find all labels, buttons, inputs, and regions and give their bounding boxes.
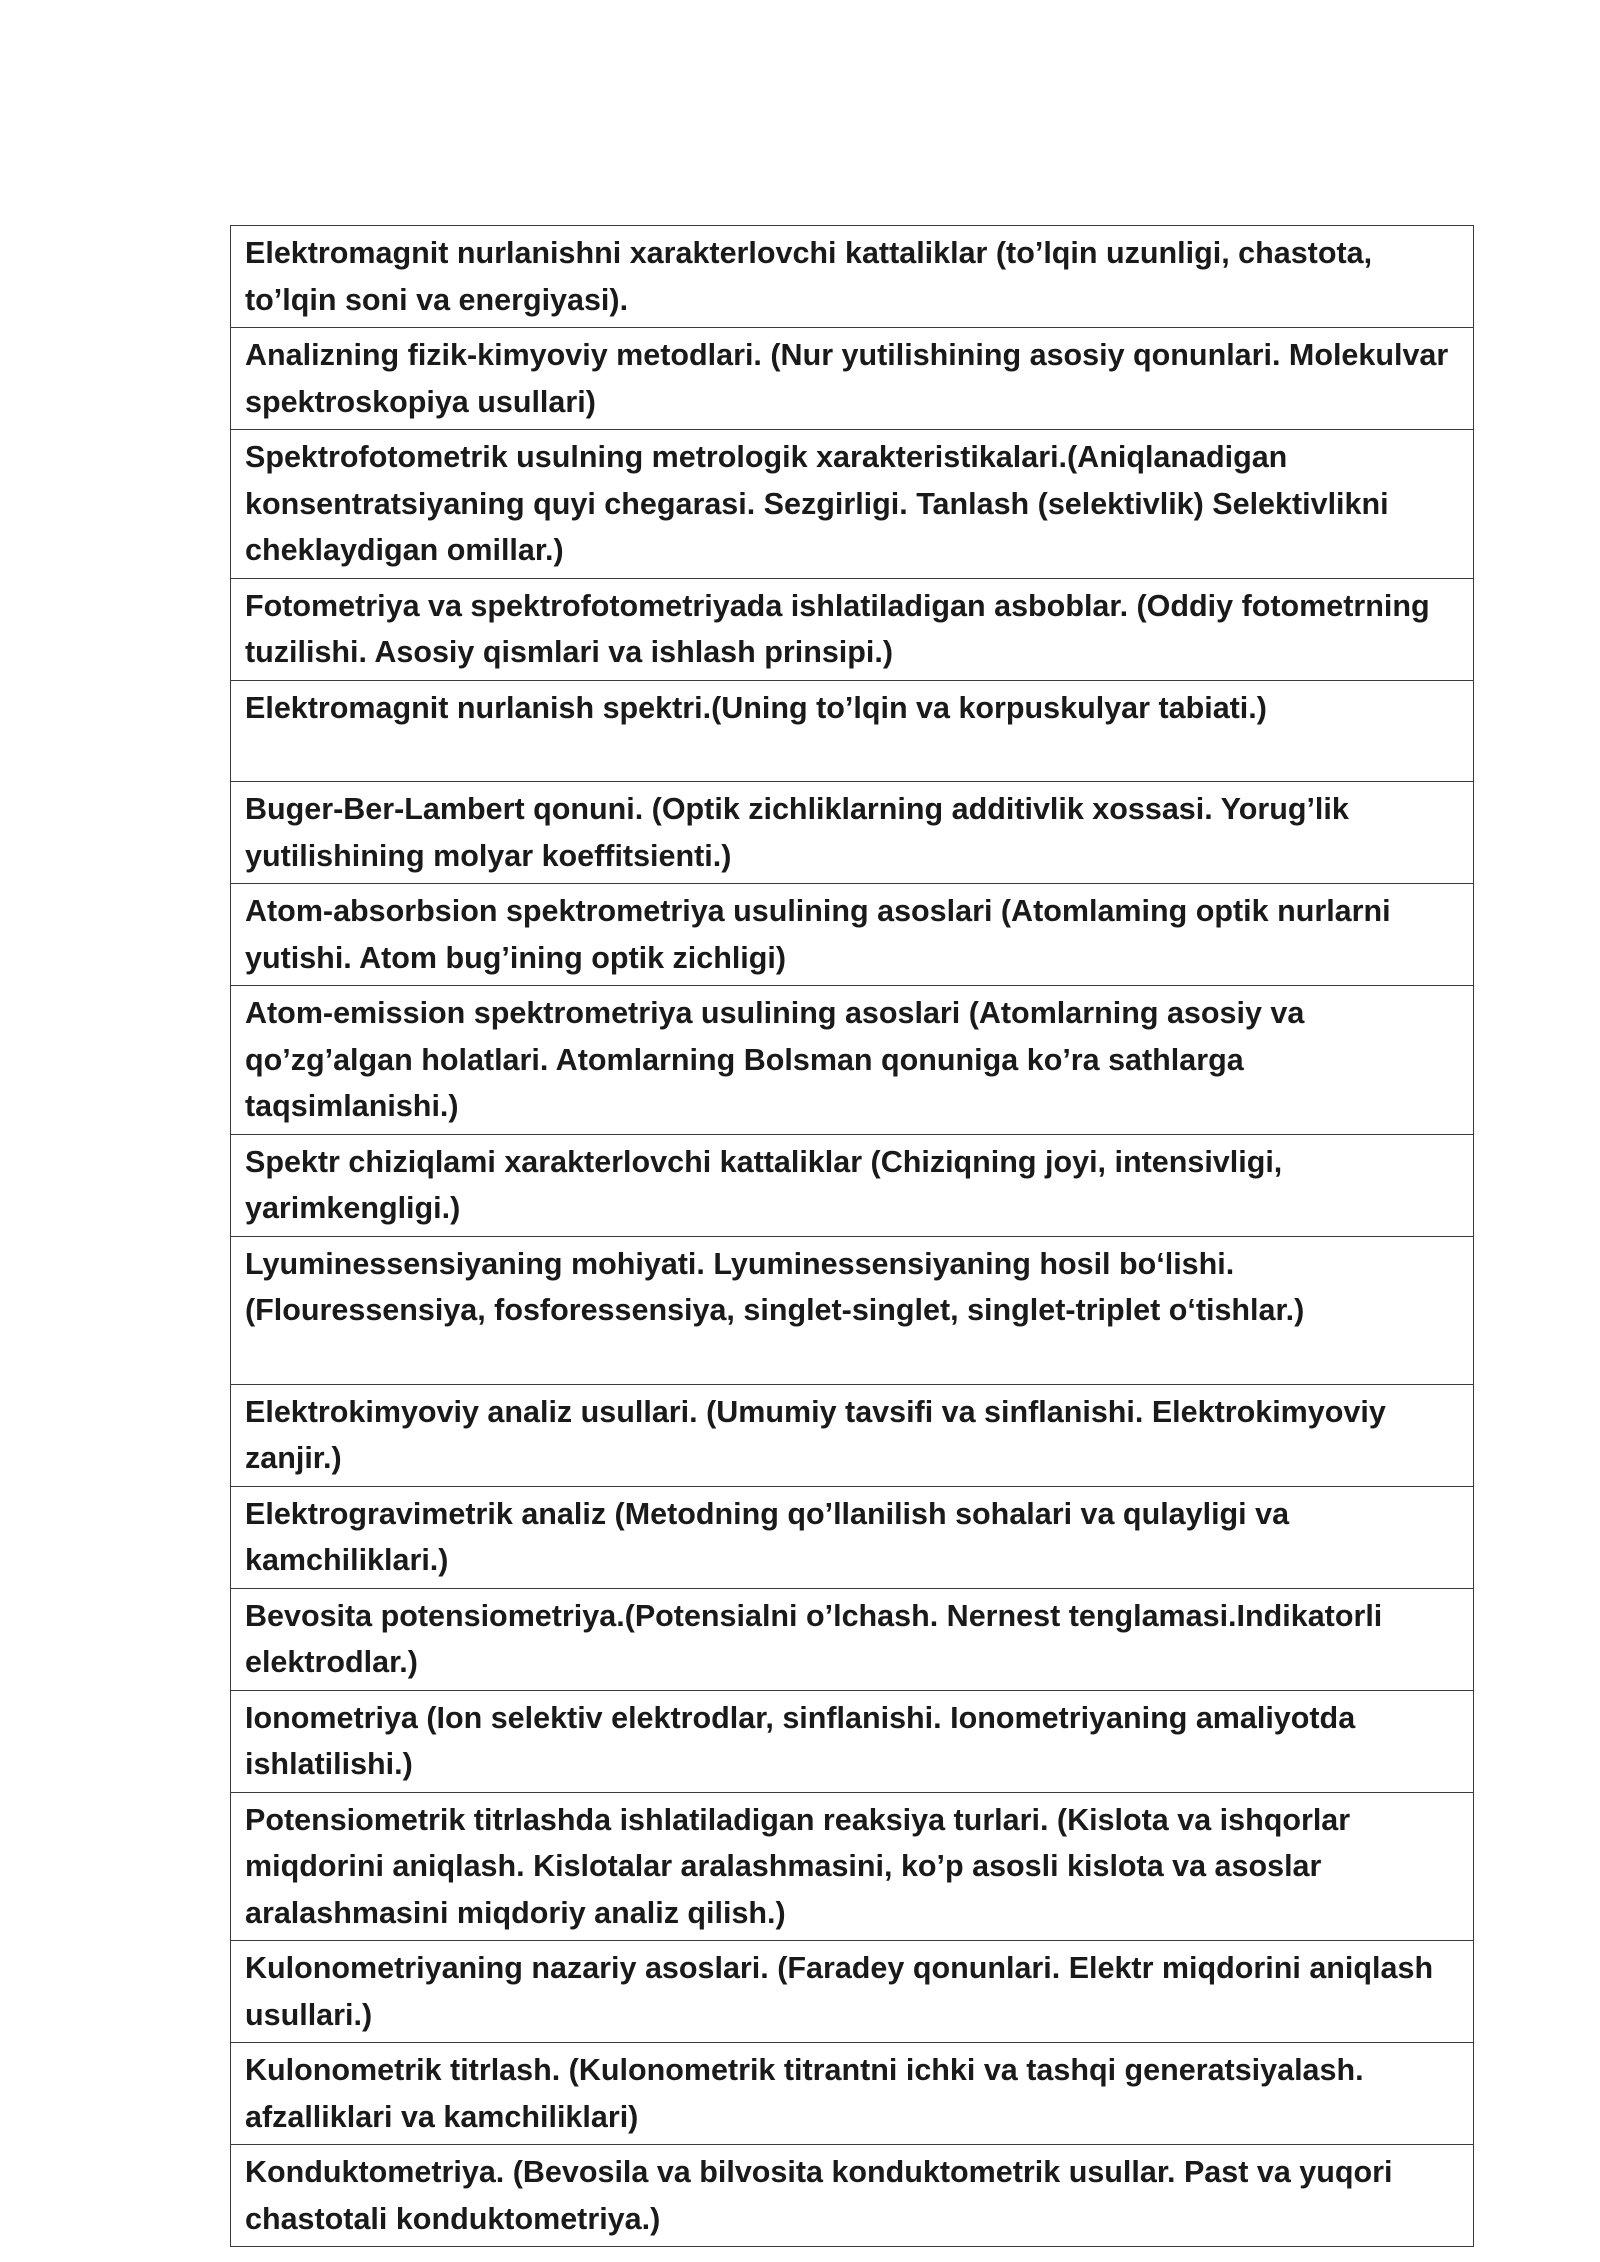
topic-cell: Atom-emission spektrometriya usulining asoslari (Atomlarning asosiy va qo’zg’algan holatlari. Atomlarning Bolsman qonuniga ko’ra sathlarga taqsimlanishi.) xyxy=(231,986,1474,1135)
topic-cell: Kulonometrik titrlash. (Kulonometrik titrantni ichki va tashqi generatsiyalash. afzalliklari va kamchiliklari) xyxy=(231,2043,1474,2145)
table-row xyxy=(231,1690,1474,1792)
topic-cell: Elektromagnit nurlanish spektri.(Uning to’lqin va korpuskulyar tabiati.) xyxy=(231,680,1474,782)
topic-cell: Konduktometriya. (Bevosila va bilvosita konduktometrik usullar. Past va yuqori chastotali konduktometriya.) xyxy=(231,2145,1474,2247)
table-row xyxy=(231,1941,1474,2043)
topic-cell: Elektrogravimetrik analiz (Metodning qo’llanilish sohalari va qulayligi va kamchiliklari.) xyxy=(231,1486,1474,1588)
topics-table xyxy=(230,225,1474,2247)
table-row xyxy=(231,1236,1474,1384)
topic-cell: Elektromagnit nurlanishni xarakterlovchi kattaliklar (to’lqin uzunligi, chastota, to’lqin soni va energiyasi). xyxy=(231,226,1474,328)
topic-cell: Buger-Ber-Lambert qonuni. (Optik zichliklarning additivlik xossasi. Yorug’lik yutilishining molyar koeffitsienti.) xyxy=(231,782,1474,884)
table-row xyxy=(231,226,1474,328)
table-row xyxy=(231,1384,1474,1486)
topic-cell: Spektrofotometrik usulning metrologik xarakteristikalari.(Aniqlanadigan konsentratsiyaning quyi chegarasi. Sezgirligi. Tanlash (selektivlik) Selektivlikni cheklaydigan omillar.) xyxy=(231,430,1474,579)
topic-cell: Lyuminessensiyaning mohiyati. Lyuminessensiyaning hosil bo‘lishi. (Flouressensiya, fosforessensiya, singlet-singlet, singlet-triplet o‘tishlar.) xyxy=(231,1236,1474,1384)
topic-cell: Potensiometrik titrlashda ishlatiladigan reaksiya turlari. (Kislota va ishqorlar miqdorini aniqlash. Kislotalar aralashmasini, ko’p asosli kislota va asoslar aralashmasini miqdoriy analiz qilish.) xyxy=(231,1792,1474,1941)
table-row xyxy=(231,1486,1474,1588)
topic-cell: Kulonometriyaning nazariy asoslari. (Faradey qonunlari. Elektr miqdorini aniqlash usullari.) xyxy=(231,1941,1474,2043)
topic-cell: Fotometriya va spektrofotometriyada ishlatiladigan asboblar. (Oddiy fotometrning tuzilishi. Asosiy qismlari va ishlash prinsipi.) xyxy=(231,578,1474,680)
table-row xyxy=(231,328,1474,430)
table-row xyxy=(231,884,1474,986)
topic-cell: Analizning fizik-kimyoviy metodlari. (Nur yutilishining asosiy qonunlari. Molekulvar spektroskopiya usullari) xyxy=(231,328,1474,430)
topic-cell: Bevosita potensiometriya.(Potensialni o’lchash. Nernest tenglamasi.Indikatorli elektrodlar.) xyxy=(231,1588,1474,1690)
table-row xyxy=(231,782,1474,884)
topic-cell: Spektr chiziqlami xarakterlovchi kattaliklar (Chiziqning joyi, intensivligi, yarimkengligi.) xyxy=(231,1134,1474,1236)
table-row xyxy=(231,2043,1474,2145)
topic-cell: Atom-absorbsion spektrometriya usulining asoslari (Atomlaming optik nurlarni yutishi. Atom bug’ining optik zichligi) xyxy=(231,884,1474,986)
topic-cell: Elektrokimyoviy analiz usullari. (Umumiy tavsifi va sinflanishi. Elektrokimyoviy zanjir.) xyxy=(231,1384,1474,1486)
table-row xyxy=(231,1588,1474,1690)
table-row xyxy=(231,1792,1474,1941)
table-row xyxy=(231,578,1474,680)
table-row xyxy=(231,680,1474,782)
table-row xyxy=(231,2145,1474,2247)
table-row xyxy=(231,1134,1474,1236)
table-row xyxy=(231,430,1474,579)
topics-table-body xyxy=(231,226,1474,2247)
topic-cell: Ionometriya (Ion selektiv elektrodlar, sinflanishi. Ionometriyaning amaliyotda ishlatilishi.) xyxy=(231,1690,1474,1792)
table-row xyxy=(231,986,1474,1135)
